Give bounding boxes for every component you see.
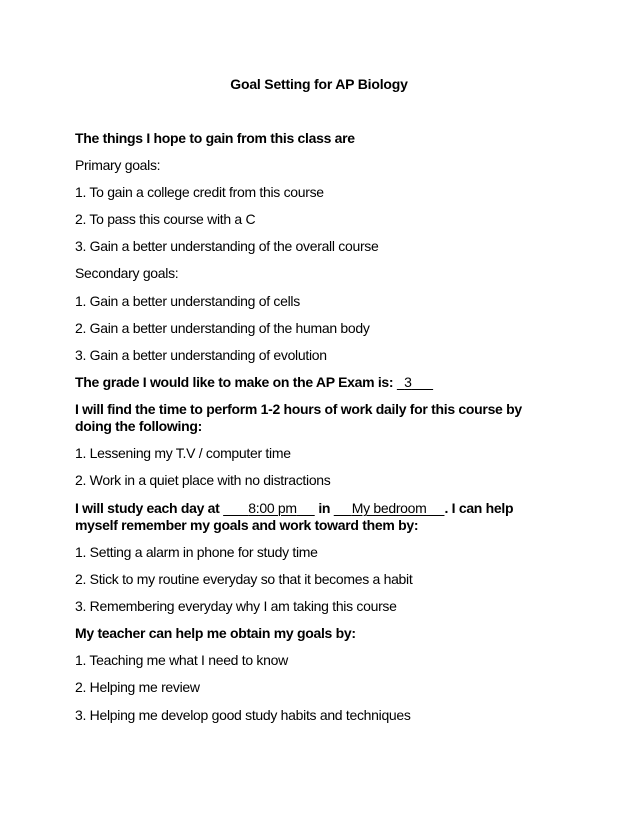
secondary-goal-2: 2. Gain a better understanding of the human body	[75, 320, 370, 336]
study-time: 8:00 pm	[248, 500, 297, 516]
gain-heading: The things I hope to gain from this class are	[75, 130, 355, 146]
primary-goal-3: 3. Gain a better understanding of the overall course	[75, 238, 379, 254]
study-statement	[75, 500, 555, 534]
secondary-goal-3: 3. Gain a better understanding of evolution	[75, 347, 327, 363]
study-suffix: . I can help myself remember my goals and work toward them by:	[75, 500, 514, 533]
teacher-item-3: 3. Helping me develop good study habits and techniques	[75, 707, 411, 723]
primary-goal-2: 2. To pass this course with a C	[75, 211, 256, 227]
study-in: in	[318, 500, 331, 516]
secondary-goal-1: 1. Gain a better understanding of cells	[75, 293, 300, 309]
grade-line	[75, 374, 575, 391]
teacher-item-1: 1. Teaching me what I need to know	[75, 652, 288, 668]
study-prefix: I will study each day at	[75, 500, 220, 516]
time-item-2: 2. Work in a quiet place with no distractions	[75, 472, 331, 488]
secondary-goals-label: Secondary goals:	[75, 265, 179, 281]
time-heading: I will find the time to perform 1-2 hours of work daily for this course by doing the following:	[75, 401, 522, 434]
remember-item-1: 1. Setting a alarm in phone for study time	[75, 544, 318, 560]
grade-value: 3	[404, 374, 412, 390]
grade-prompt: The grade I would like to make on the AP Exam is:	[75, 374, 394, 390]
study-place: My bedroom	[351, 500, 427, 516]
primary-goal-1: 1. To gain a college credit from this course	[75, 184, 324, 200]
teacher-heading: My teacher can help me obtain my goals by:	[75, 625, 356, 641]
remember-item-2: 2. Stick to my routine everyday so that it becomes a habit	[75, 571, 413, 587]
time-item-1: 1. Lessening my T.V / computer time	[75, 445, 291, 461]
page-title: Goal Setting for AP Biology	[230, 76, 408, 92]
primary-goals-label: Primary goals:	[75, 157, 161, 173]
remember-item-3: 3. Remembering everyday why I am taking this course	[75, 598, 397, 614]
teacher-item-2: 2. Helping me review	[75, 679, 200, 695]
